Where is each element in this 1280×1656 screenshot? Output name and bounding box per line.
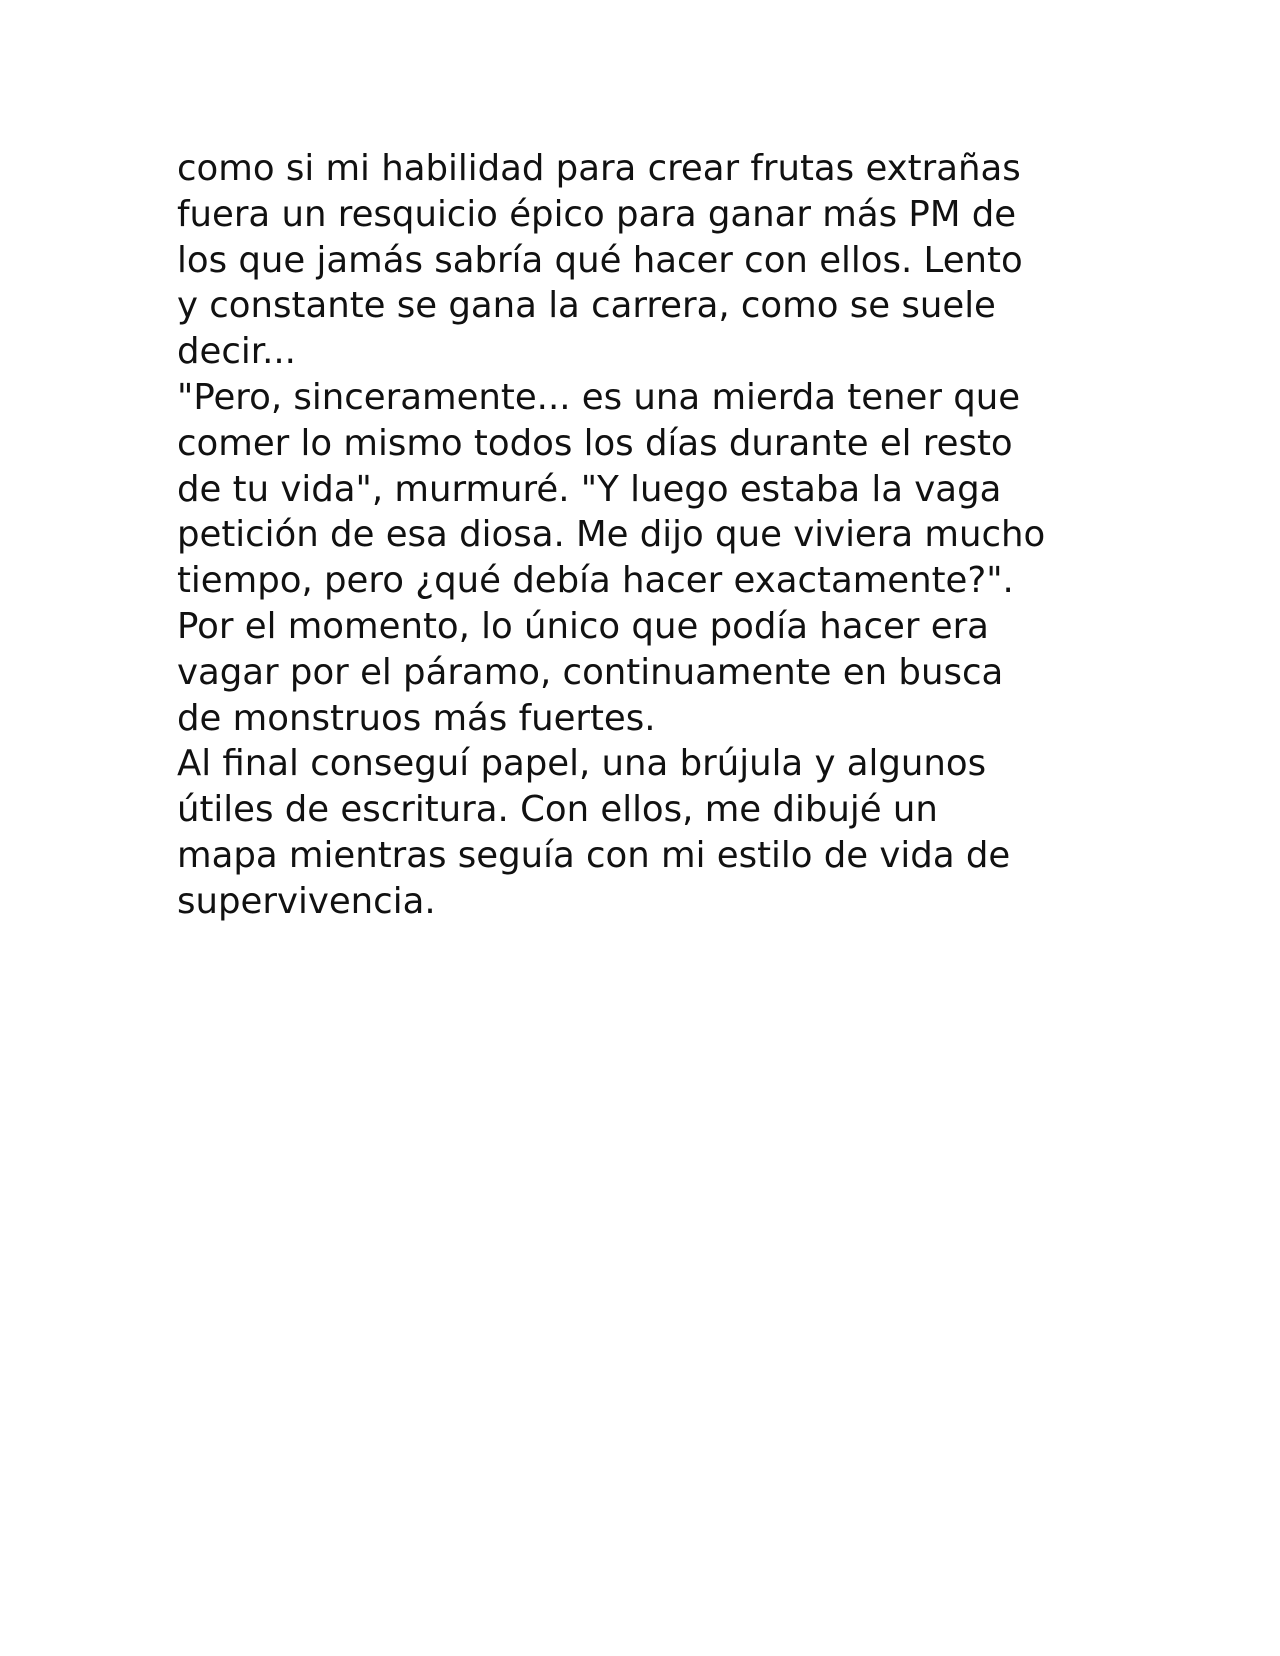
text-line: los que jamás sabría qué hacer con ellos. Lento (177, 239, 1023, 281)
text-line: Por el momento, lo único que podía hacer era (177, 605, 989, 647)
text-line: "Pero, sinceramente... es una mierda tener que (177, 376, 1021, 418)
text-line: petición de esa diosa. Me dijo que viviera mucho (177, 514, 1046, 556)
text-line: vagar por el páramo, continuamente en busca (177, 651, 1004, 693)
text-line: y constante se gana la carrera, como se suele (177, 285, 996, 327)
text-line: Al final conseguí papel, una brújula y algunos (177, 743, 987, 785)
text-line: como si mi habilidad para crear frutas extrañas (177, 148, 1021, 189)
text-line: mapa mientras seguía con mi estilo de vida de (177, 834, 1011, 876)
text-line: de tu vida", murmuré. "Y luego estaba la vaga (177, 468, 1002, 510)
text-line: decir... (177, 331, 296, 373)
text-line: fuera un resquicio épico para ganar más PM de (177, 193, 1017, 235)
text-line: útiles de escritura. Con ellos, me dibujé un (177, 789, 938, 831)
text-line: de monstruos más fuertes. (177, 697, 656, 739)
text-line: tiempo, pero ¿qué debía hacer exactamente?". (177, 560, 1014, 602)
body-text (177, 146, 1117, 925)
text-line: supervivencia. (177, 880, 436, 922)
text-line: comer lo mismo todos los días durante el resto (177, 422, 1013, 464)
